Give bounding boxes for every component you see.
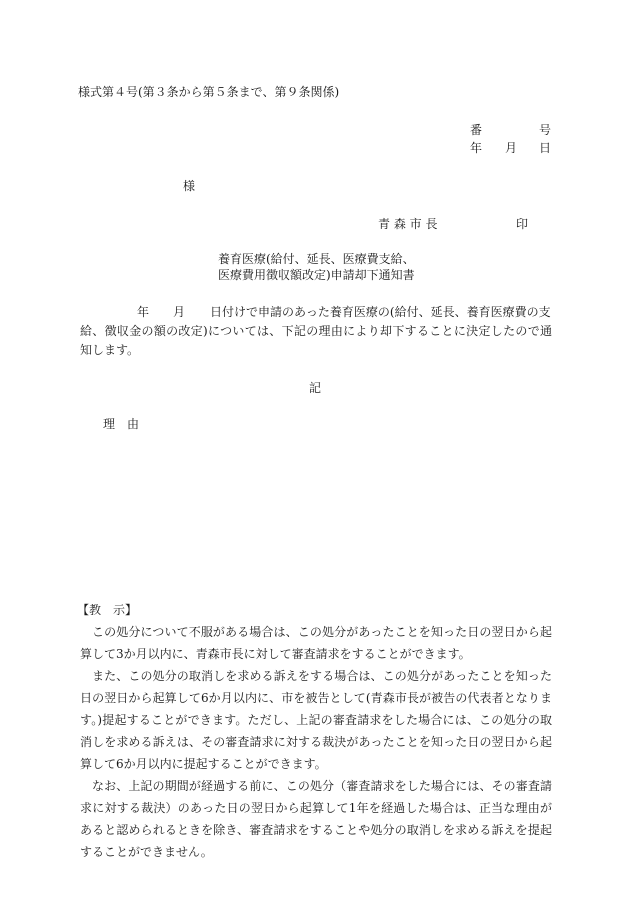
notice-heading: 【教 示】 xyxy=(77,603,138,617)
notice-body xyxy=(80,621,552,863)
document-title-line1: 養育医療(給付、延長、医療費支給、 xyxy=(218,252,415,266)
reason-label: 理 由 xyxy=(103,417,140,431)
document-number-suffix: 号 xyxy=(539,123,552,137)
sender-title: 青 森 市 長 xyxy=(378,217,438,231)
body-text-rest: 給、徴収金の額の改定)については、下記の理由により却下することに決定したので通知します。 xyxy=(80,324,552,357)
notice-paragraph-2: また、この処分の取消しを求める訴えをする場合は、この処分があったことを知った日の翌日から起算して6か月以内に、市を被告として(青森市長が被告の代表者となります。)提起することができます。ただし、上記の審査請求をした場合には、この処分の取消しを求める訴えは、その審査請求に対する裁決があったことを知った日の翌日から起算して6か月以内に提起することができます。 xyxy=(80,669,552,771)
date-year-label: 年 xyxy=(470,141,483,155)
body-text-line1: 日付けで申請のあった養育医療の(給付、延長、養育医療費の支 xyxy=(210,305,551,319)
document-number-label: 番 xyxy=(470,123,483,137)
date-day-label: 日 xyxy=(539,141,552,155)
ki-marker: 記 xyxy=(309,381,322,395)
date-month-label: 月 xyxy=(505,141,518,155)
document-title-line2: 医療費用徴収額改定)申請却下通知書 xyxy=(218,268,415,282)
seal-mark: 印 xyxy=(516,217,529,231)
form-number-label: 様式第４号(第３条から第５条まで、第９条関係) xyxy=(78,85,340,99)
notice-paragraph-3: なお、上記の期間が経過する前に、この処分（審査請求をした場合には、その審査請求に対する裁決）のあった日の翌日から起算して1年を経過した場合は、正当な理由があると認められるときを除き、審査請求をすることや処分の取消しを求める訴えを提起することができません。 xyxy=(80,779,552,859)
notice-paragraph-1: この処分について不服がある場合は、この処分があったことを知った日の翌日から起算して3か月以内に、青森市長に対して審査請求をすることができます。 xyxy=(80,625,552,661)
body-year-label: 年 xyxy=(137,305,150,319)
addressee-suffix: 様 xyxy=(183,179,196,193)
body-month-label: 月 xyxy=(173,305,186,319)
